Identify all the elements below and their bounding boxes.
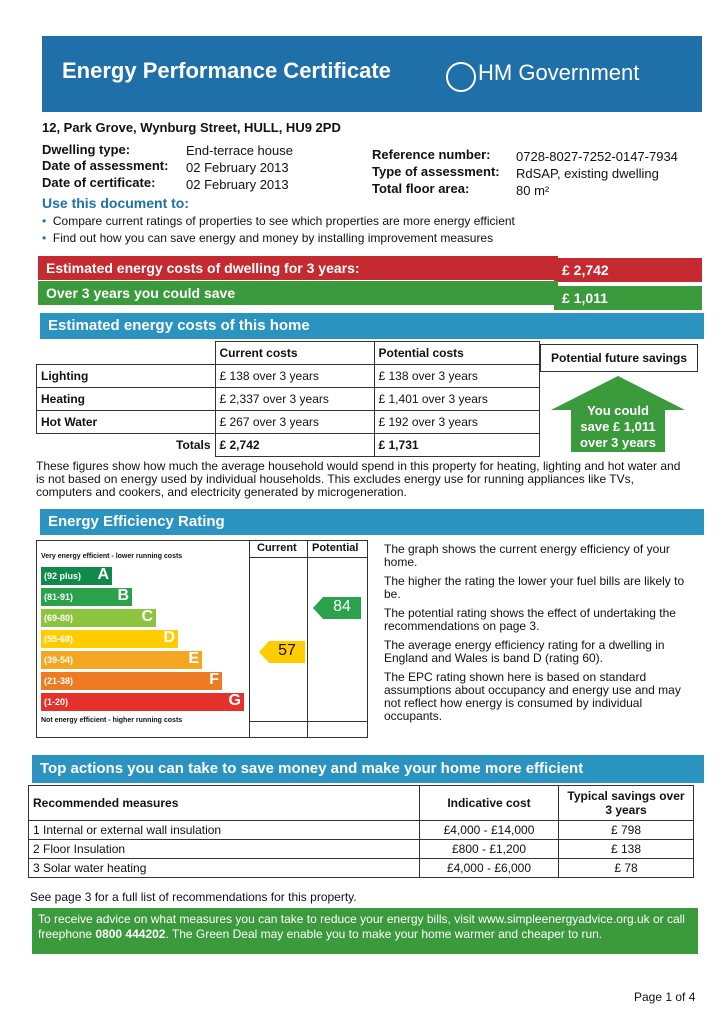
rating-chart bbox=[36, 540, 368, 738]
arrow-line-3: over 3 years bbox=[580, 435, 656, 450]
rating-p2: The higher the rating the lower your fuel bills are likely to be. bbox=[384, 574, 685, 601]
rating-explanation bbox=[384, 543, 696, 723]
rating-p3: The potential rating shows the effect of undertaking the recommendations on page 3. bbox=[384, 606, 676, 633]
totals-label: Totals bbox=[37, 434, 216, 457]
table-row bbox=[29, 859, 694, 878]
band-range: (92 plus) bbox=[44, 571, 82, 581]
total-potential: £ 1,731 bbox=[374, 434, 540, 457]
band-letter: A bbox=[97, 566, 109, 583]
advice-text-a: To receive advice on what measures you can take to reduce your energy bills, visit www.simpleenergyadvice.org.uk or call freephone bbox=[38, 912, 685, 941]
potential-costs-header: Potential costs bbox=[374, 342, 540, 365]
use-heading: Use this document to: bbox=[42, 195, 190, 211]
row-potential: £ 1,401 over 3 years bbox=[374, 388, 540, 411]
rating-heading: Energy Efficiency Rating bbox=[40, 509, 704, 535]
est-cost-bar: Estimated energy costs of dwelling for 3 years: bbox=[38, 256, 558, 280]
measures-table bbox=[28, 785, 694, 878]
band-a bbox=[41, 567, 112, 585]
row-name: Lighting bbox=[37, 365, 216, 388]
rating-p1: The graph shows the current energy efficiency of your home. bbox=[384, 542, 670, 569]
measure-cost: £4,000 - £14,000 bbox=[420, 821, 559, 840]
band-letter: B bbox=[117, 587, 129, 604]
table-row bbox=[29, 821, 694, 840]
band-range: (55-68) bbox=[44, 634, 74, 644]
header-banner bbox=[42, 36, 702, 112]
row-current: £ 2,337 over 3 years bbox=[215, 388, 374, 411]
costs-header-row bbox=[37, 342, 540, 365]
row-name: Hot Water bbox=[37, 411, 216, 434]
rating-p4: The average energy efficiency rating for a dwelling in England and Wales is band D (rating 60). bbox=[384, 638, 665, 665]
band-e bbox=[41, 651, 202, 669]
current-rating: 57 bbox=[278, 642, 296, 659]
row-potential: £ 138 over 3 years bbox=[374, 365, 540, 388]
band-d bbox=[41, 630, 178, 648]
band-range: (69-80) bbox=[44, 613, 74, 623]
bullet-2: • Find out how you can save energy and money by installing improvement measures bbox=[42, 231, 494, 245]
band-letter: G bbox=[228, 692, 241, 709]
bullet-2-text: Find out how you can save energy and money by installing improvement measures bbox=[52, 231, 494, 245]
row-current: £ 138 over 3 years bbox=[215, 365, 374, 388]
band-c bbox=[41, 609, 156, 627]
advice-text-b: . The Green Deal may enable you to make your home warmer and cheaper to run. bbox=[165, 927, 603, 941]
rating-p5: The EPC rating shown here is based on standard assumptions about occupancy and energy use and may not reflect how energy is consumed by individual occupants. bbox=[384, 670, 681, 723]
row-current: £ 267 over 3 years bbox=[215, 411, 374, 434]
band-range: (81-91) bbox=[44, 592, 74, 602]
bullet-1: • Compare current ratings of properties to see which properties are more energy efficient bbox=[42, 214, 515, 228]
future-savings-header: Potential future savings bbox=[540, 344, 698, 372]
band-letter: C bbox=[141, 608, 153, 625]
measures-header: Recommended measures bbox=[29, 786, 420, 821]
table-row bbox=[37, 411, 540, 434]
band-letter: E bbox=[188, 650, 199, 667]
savings-arrow-text bbox=[549, 403, 687, 451]
assessment-type: RdSAP, existing dwelling bbox=[516, 166, 659, 181]
measure-saving: £ 78 bbox=[559, 859, 694, 878]
gov-name: HM Government bbox=[478, 60, 640, 85]
band-b bbox=[41, 588, 132, 606]
row-name: Heating bbox=[37, 388, 216, 411]
potential-rating: 84 bbox=[333, 598, 351, 615]
floor-area: 80 m² bbox=[516, 183, 550, 198]
measure-saving: £ 138 bbox=[559, 840, 694, 859]
cost-header: Indicative cost bbox=[420, 786, 559, 821]
current-costs-header: Current costs bbox=[215, 342, 374, 365]
ref-label: Reference number: bbox=[372, 147, 491, 162]
band-range: (1-20) bbox=[44, 697, 69, 707]
band-letter: D bbox=[163, 629, 175, 646]
arrow-line-1: You could bbox=[587, 403, 649, 418]
band-range: (39-54) bbox=[44, 655, 74, 665]
band-letter: F bbox=[209, 671, 219, 688]
see-page-note: See page 3 for a full list of recommendations for this property. bbox=[30, 890, 357, 904]
potential-header: Potential bbox=[312, 542, 359, 554]
gov-logo bbox=[478, 60, 639, 86]
current-header: Current bbox=[257, 542, 297, 554]
arrow-line-2: save £ 1,011 bbox=[580, 419, 656, 434]
measure-name: 1 Internal or external wall insulation bbox=[29, 821, 420, 840]
row-potential: £ 192 over 3 years bbox=[374, 411, 540, 434]
save-value: £ 1,011 bbox=[554, 286, 702, 310]
costs-heading: Estimated energy costs of this home bbox=[40, 313, 704, 339]
measure-cost: £4,000 - £6,000 bbox=[420, 859, 559, 878]
band-range: (21-38) bbox=[44, 676, 74, 686]
advice-bar bbox=[32, 908, 698, 954]
blank-cell bbox=[37, 342, 216, 365]
advice-phone: 0800 444202 bbox=[95, 927, 166, 941]
cert-date-label: Date of certificate: bbox=[42, 175, 156, 190]
save-bar: Over 3 years you could save bbox=[38, 281, 558, 305]
assess-date: 02 February 2013 bbox=[186, 160, 289, 175]
measure-name: 3 Solar water heating bbox=[29, 859, 420, 878]
totals-row bbox=[37, 434, 540, 457]
measure-saving: £ 798 bbox=[559, 821, 694, 840]
cert-date: 02 February 2013 bbox=[186, 177, 289, 192]
top-note: Very energy efficient - lower running costs bbox=[41, 553, 183, 560]
bullet-1-text: Compare current ratings of properties to see which properties are more energy efficient bbox=[52, 214, 515, 228]
est-cost-value: £ 2,742 bbox=[554, 258, 702, 282]
table-row bbox=[37, 388, 540, 411]
measure-name: 2 Floor Insulation bbox=[29, 840, 420, 859]
table-row bbox=[37, 365, 540, 388]
area-label: Total floor area: bbox=[372, 181, 470, 196]
savings-header: Typical savings over 3 years bbox=[559, 786, 694, 821]
table-row bbox=[29, 840, 694, 859]
dwelling-type: End-terrace house bbox=[186, 143, 293, 158]
bottom-note: Not energy efficient - higher running costs bbox=[41, 717, 183, 724]
type-label: Type of assessment: bbox=[372, 164, 500, 179]
costs-table bbox=[36, 341, 540, 457]
band-f bbox=[41, 672, 222, 690]
band-g bbox=[41, 693, 244, 711]
actions-heading: Top actions you can take to save money and make your home more efficient bbox=[32, 755, 704, 783]
page-title: Energy Performance Certificate bbox=[62, 58, 391, 83]
total-current: £ 2,742 bbox=[215, 434, 374, 457]
measures-header-row bbox=[29, 786, 694, 821]
measure-cost: £800 - £1,200 bbox=[420, 840, 559, 859]
costs-note: These figures show how much the average household would spend in this property for heating, lighting and hot water and is not based on energy used by individual households. This excludes energy use for running appliances like TVs, computers and cookers, and electricity generated by microgeneration. bbox=[36, 459, 681, 499]
property-address: 12, Park Grove, Wynburg Street, HULL, HU9 2PD bbox=[42, 120, 341, 135]
ref-number: 0728-8027-7252-0147-7934 bbox=[516, 149, 678, 164]
page-number: Page 1 of 4 bbox=[634, 990, 696, 1004]
assess-date-label: Date of assessment: bbox=[42, 158, 169, 173]
dwelling-type-label: Dwelling type: bbox=[42, 142, 131, 157]
crest-icon bbox=[446, 62, 476, 92]
